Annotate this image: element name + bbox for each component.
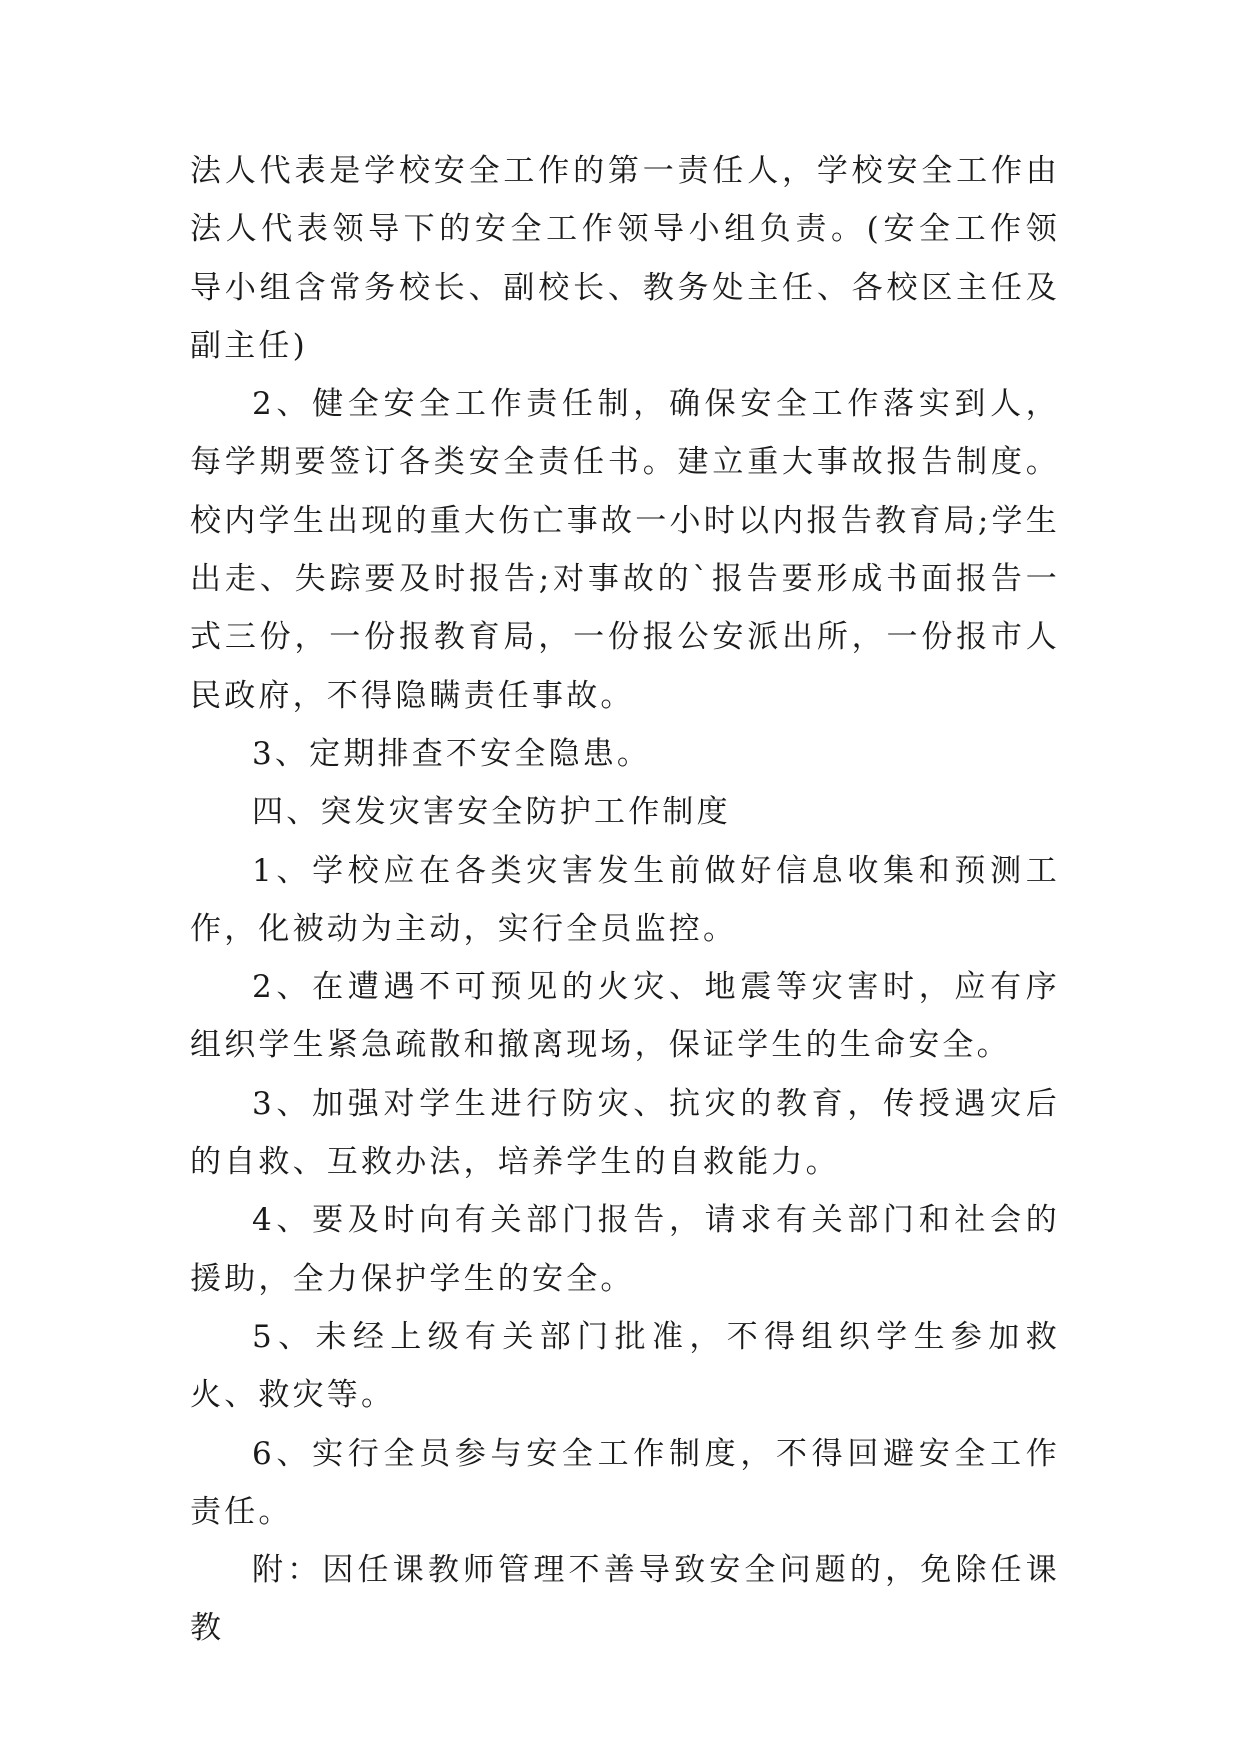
paragraph-item-2: 2、健全安全工作责任制，确保安全工作落实到人，每学期要签订各类安全责任书。建立重大事故报告制度。校内学生出现的重大伤亡事故一小时以内报告教育局;学生出走、失踪要及时报告;对事故的`报告要形成书面报告一式三份，一份报教育局，一份报公安派出所，一份报市人民政府，不得隐瞒责任事故。 (190, 386, 1060, 714)
paragraph-appendix: 附：因任课教师管理不善导致安全问题的，免除任课教 (190, 1552, 1060, 1647)
paragraph-section4-item-5: 5、未经上级有关部门批准，不得组织学生参加救火、救灾等。 (190, 1318, 1060, 1414)
paragraph-section4-item-3: 3、加强对学生进行防灾、抗灾的教育，传授遇灾后的自救、互救办法，培养学生的自救能力。 (190, 1085, 1060, 1181)
paragraph-section4-item-6: 6、实行全员参与安全工作制度，不得回避安全工作责任。 (190, 1435, 1060, 1530)
paragraph-continuation: 法人代表是学校安全工作的第一责任人，学校安全工作由法人代表领导下的安全工作领导小组负责。(安全工作领导小组含常务校长、副校长、教务处主任、各校区主任及副主任) (190, 153, 1060, 364)
document-body (190, 142, 1060, 1658)
section-heading-4: 四、突发灾害安全防护工作制度 (252, 794, 731, 831)
paragraph-section4-item-4: 4、要及时向有关部门报告，请求有关部门和社会的援助，全力保护学生的安全。 (190, 1202, 1060, 1297)
paragraph-section4-item-2: 2、在遭遇不可预见的火灾、地震等灾害时，应有序组织学生紧急疏散和撤离现场，保证学生的生命安全。 (190, 969, 1060, 1064)
paragraph-item-3: 3、定期排查不安全隐患。 (252, 735, 652, 772)
paragraph-section4-item-1: 1、学校应在各类灾害发生前做好信息收集和预测工作，化被动为主动，实行全员监控。 (190, 852, 1060, 947)
